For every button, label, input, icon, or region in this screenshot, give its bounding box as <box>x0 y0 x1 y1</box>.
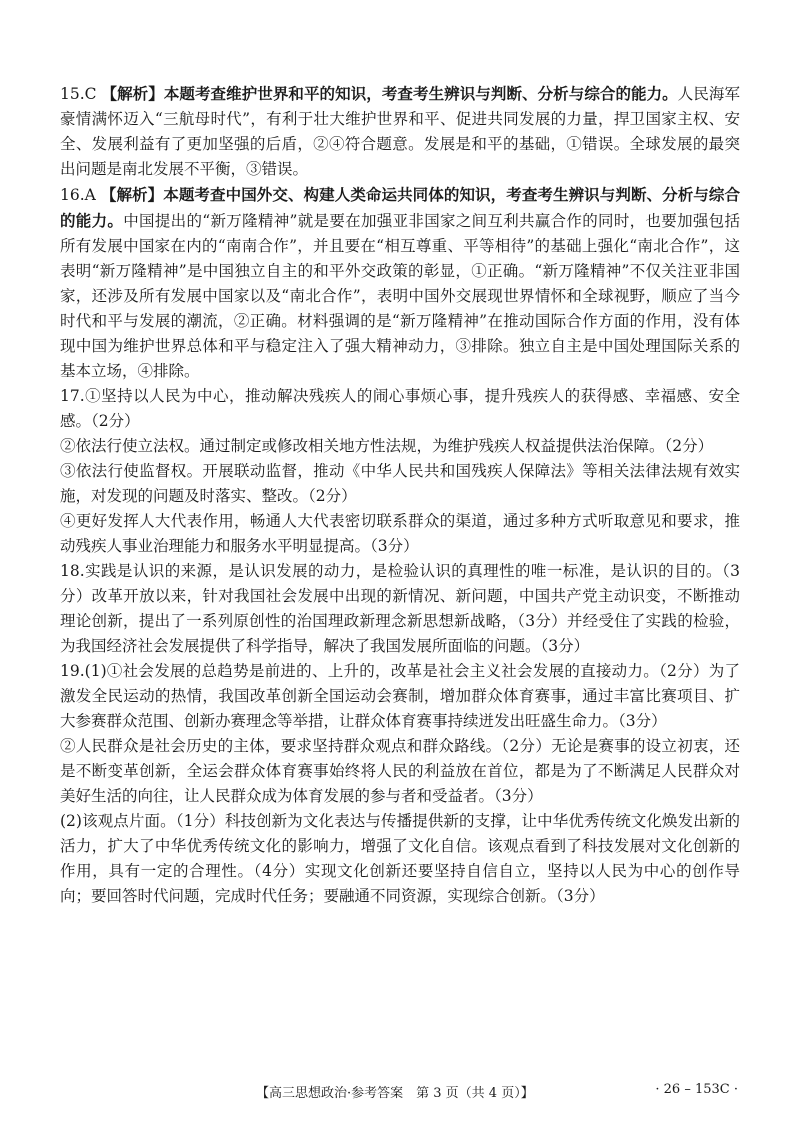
answer-text: 中国提出的“新万隆精神”就是要在加强亚非国家之间互利共赢合作的同时，也要加强包括所有发展中国家在内的“南南合作”，并且要在“相互尊重、平等相待”的基础上强化“南北合作”，这表明“新万隆精神”是中国独立自主的和平外交政策的彰显，①正确。“新万隆精神”不仅关注亚非国家，还涉及所有发展中国家以及“南北合作”，表明中国外交展现世界情怀和全球视野，顺应了当今时代和平与发展的潮流，②正确。材料强调的是“新万隆精神”在推动国际合作方面的作用，没有体现中国为维护世界总体和平与稳定注入了强大精神动力，③排除。独立自主是中国处理国际关系的基本立场，④排除。 <box>60 212 740 380</box>
answer-17-point-2: ②依法行使立法权。通过制定或修改相关地方性法规，为维护残疾人权益提供法治保障。（2分） <box>60 437 714 455</box>
answer-text: ①坚持以人民为中心，推动解决残疾人的闹心事烦心事，提升残疾人的获得感、幸福感、安全感。（2分） <box>60 387 740 430</box>
answer-18 <box>60 559 740 659</box>
question-number: 19. <box>60 662 85 680</box>
answer-text: 人民海军豪情满怀迈入“三航母时代”，有利于壮大维护世界和平、促进共同发展的力量，捍卫国家主权、安全、发展利益有了更加坚强的后盾，②④符合题意。发展是和平的基础，①错误。全球发展的最突出问题是南北发展不平衡，③错误。 <box>60 85 740 178</box>
answer-17-point-3: ③依法行使监督权。开展联动监督，推动《中华人民共和国残疾人保障法》等相关法律法规有效实施，对发现的问题及时落实、整改。（2分） <box>60 462 740 505</box>
analysis-heading: 【解析】本题考查中国外交、构建人类命运共同体的知识，考查考生辨识与判断、分析与综合的能力。 <box>60 185 740 230</box>
answer-19-part-1 <box>60 659 740 734</box>
footer-code: · 26 – 153C · <box>655 1082 738 1097</box>
question-number: 17. <box>60 387 85 405</box>
question-number: 15.C <box>60 85 97 103</box>
analysis-heading: 【解析】本题考查维护世界和平的知识，考查考生辨识与判断、分析与综合的能力。 <box>101 84 678 103</box>
answer-text: 实践是认识的来源，是认识发展的动力，是检验认识的真理性的唯一标准，是认识的目的。（3分）改革开放以来，针对我国社会发展中出现的新情况、新问题，中国共产党主动识变，不断推动理论创新，提出了一系列原创性的治国理政新理念新思想新战略，（3分）并经受住了实践的检验，为我国经济社会发展提供了科学指导，解决了我国发展所面临的问题。（3分） <box>60 562 740 655</box>
answer-19-point-2: ②人民群众是社会历史的主体，要求坚持群众观点和群众路线。（2分）无论是赛事的设立初衷，还是不断变革创新，全运会群众体育赛事始终将人民的利益放在首位，都是为了不断满足人民群众对美好生活的向往，让人民群众成为体育发展的参与者和受益者。（3分） <box>60 737 740 805</box>
answer-17-point-4: ④更好发挥人大代表作用，畅通人大代表密切联系群众的渠道，通过多种方式听取意见和要求，推动残疾人事业治理能力和服务水平明显提高。（3分） <box>60 512 740 555</box>
answer-15 <box>60 81 740 182</box>
footer-page-info: 【高三思想政治·参考答案 第 3 页（共 4 页）】 <box>256 1086 534 1101</box>
answer-text: (1)①社会发展的总趋势是前进的、上升的，改革是社会主义社会发展的直接动力。（2分）为了激发全民运动的热情，我国改革创新全国运动会赛制，增加群众体育赛事，通过丰富比赛项目、扩大参赛群众范围、创新办赛理念等举措，让群众体育赛事持续迸发出旺盛生命力。（3分） <box>60 662 740 730</box>
question-number: 18. <box>60 562 85 580</box>
answer-page <box>60 81 740 909</box>
answer-19-part-2: (2)该观点片面。（1分）科技创新为文化表达与传播提供新的支撑，让中华优秀传统文化焕发出新的活力，扩大了中华优秀传统文化的影响力，增强了文化自信。该观点看到了科技发展对文化创新的作用，具有一定的合理性。（4分）实现文化创新还要坚持自信自立，坚持以人民为中心的创作导向；要回答时代问题，完成时代任务；要融通不同资源，实现综合创新。（3分） <box>60 812 740 905</box>
answer-16 <box>60 182 740 384</box>
question-number: 16.A <box>60 186 96 204</box>
answer-17-point-1 <box>60 384 740 434</box>
